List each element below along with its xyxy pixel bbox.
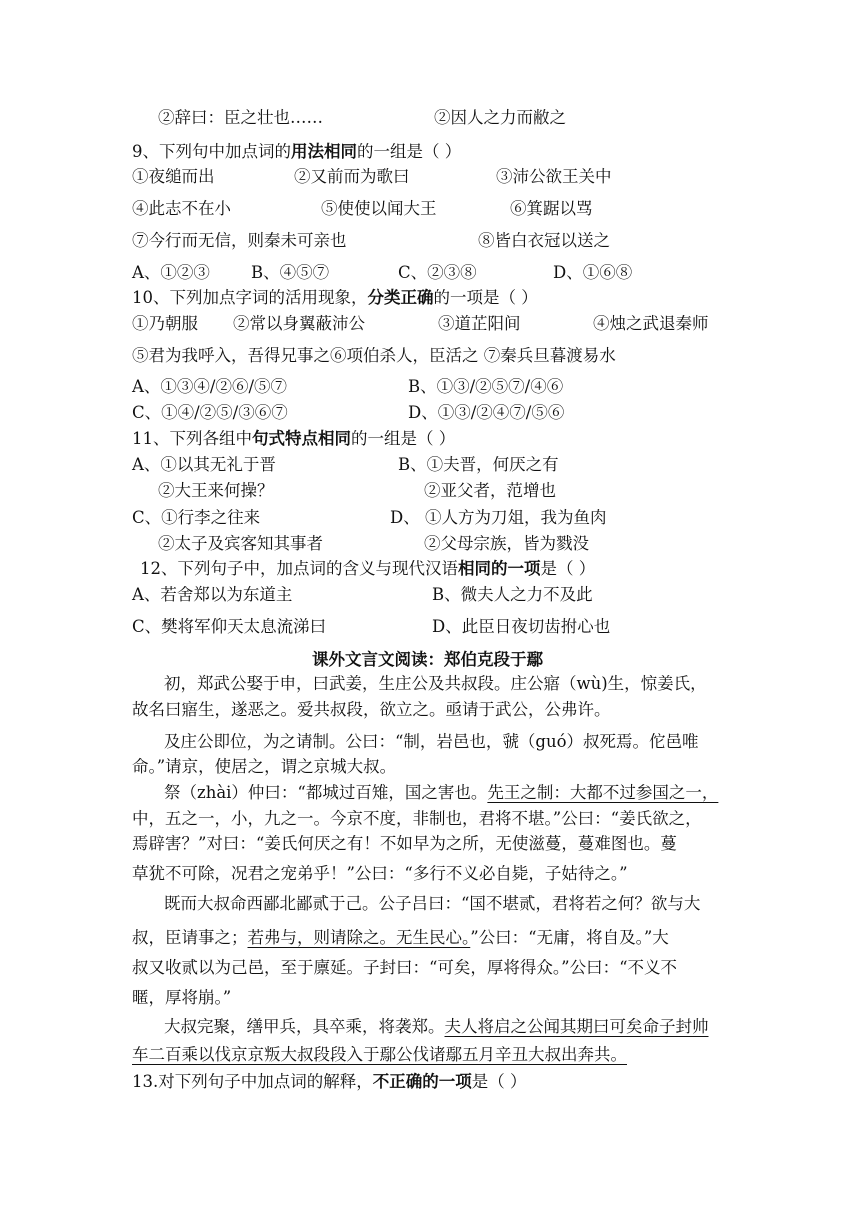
underlined-sentence: 若弗与，则请除之。无生民心。: [247, 928, 471, 947]
q9-answer-d: D、①⑥⑧: [553, 263, 633, 282]
passage-line: 初，郑武公娶于申，曰武姜，生庄公及共叔段。庄公寤（wù)生，惊姜氏，: [164, 674, 707, 693]
passage-line: 故名曰寤生，遂恶之。爱共叔段，欲立之。亟请于武公，公弗许。: [132, 700, 611, 719]
passage-line: 既而大叔命西鄙北鄙贰于己。公子吕曰：“国不堪贰，君将若之何？欲与大: [164, 894, 701, 913]
q10-answer-d: D、①③/②④⑦/⑤⑥: [408, 403, 565, 422]
q9-answer-b: B、④⑤⑦: [251, 263, 330, 282]
passage-line: 大叔完聚，缮甲兵，具卒乘，将袭郑。夫人将启之公闻其期曰可矣命子封帅: [164, 1017, 709, 1036]
q11-option-b2: ②亚父者，范增也: [424, 481, 556, 500]
q11-option-b1: B、①夫晋，何厌之有: [398, 455, 559, 474]
q8-option-4: ②因人之力而敝之: [434, 108, 566, 127]
q9-option: ⑧皆白衣冠以送之: [478, 231, 610, 250]
passage-line: 祭（zhài）仲曰：“都城过百雉，国之害也。先王之制：大都不过参国之一，: [164, 783, 719, 802]
q9-option: ②又前而为歌曰: [294, 167, 410, 186]
q9-option: ⑦今行而无信，则秦未可亲也: [132, 231, 347, 250]
q10-stem: 10、下列加点字词的活用现象，分类正确的一项是（ ）: [132, 288, 538, 307]
q12-option-b: B、微夫人之力不及此: [432, 585, 593, 604]
q12-stem: 12、下列句子中，加点词的含义与现代汉语相同的一项是（ ）: [140, 559, 596, 578]
q9-option: ③沛公欲王关中: [496, 167, 612, 186]
underlined-sentence: 先王之制：大都不过参国之一，: [487, 783, 719, 802]
q10-answer-a: A、①③④/②⑥/⑤⑦: [132, 377, 288, 396]
q9-stem: 9、下列句中加点词的用法相同的一组是（ ）: [132, 142, 462, 161]
q10-option: ③道芷阳间: [438, 314, 521, 333]
q11-option-d1: D、 ①人方为刀俎，我为鱼肉: [390, 508, 607, 527]
q11-option-d2: ②父母宗族，皆为戮没: [424, 534, 589, 553]
underlined-sentence: 车二百乘以伐京京叛大叔段段入于鄢公伐诸鄢五月辛丑大叔出奔共。: [132, 1045, 627, 1064]
q11-option-c2: ②太子及宾客知其事者: [158, 534, 323, 553]
q9-answer-a: A、①②③: [132, 263, 210, 282]
q9-option: ①夜缒而出: [132, 167, 215, 186]
passage-line: 命。”请京，使居之，谓之京城大叔。: [132, 757, 397, 776]
passage-line: 草犹不可除，况君之宠弟乎！”公曰：“多行不义必自毙，子姑待之。”: [132, 864, 628, 883]
q11-stem: 11、下列各组中句式特点相同的一组是（ ）: [132, 429, 456, 448]
q13-stem: 13.对下列句子中加点词的解释，不正确的一项是（ ）: [132, 1072, 527, 1091]
passage-line: 暱，厚将崩。”: [132, 988, 232, 1007]
q8-option-2: ②辞曰：臣之壮也……: [158, 108, 323, 127]
q12-option-a: A、若舍郑以为东道主: [132, 585, 293, 604]
q11-option-c1: C、①行李之往来: [132, 508, 261, 527]
passage-line: 叔又收贰以为己邑，至于廪延。子封曰：“可矣，厚将得众。”公曰：“不义不: [132, 958, 678, 977]
q10-answer-b: B、①③/②⑤⑦/④⑥: [408, 377, 564, 396]
passage-line: 中，五之一，小，九之一。今京不度，非制也，君将不堪。”公曰：“姜氏欲之，: [132, 809, 702, 828]
q9-option: ④此志不在小: [132, 199, 231, 218]
passage-line: 及庄公即位，为之请制。公曰：“制，岩邑也，虢（guó）叔死焉。佗邑唯: [164, 732, 699, 751]
q10-answer-c: C、①④/②⑤/③⑥⑦: [132, 403, 288, 422]
q10-option: ②常以身翼蔽沛公: [233, 314, 365, 333]
passage-title: 课外文言文阅读：郑伯克段于鄢: [312, 650, 543, 669]
q9-option: ⑥箕踞以骂: [510, 199, 593, 218]
q9-answer-c: C、②③⑧: [398, 263, 477, 282]
q11-option-a1: A、①以其无礼于晋: [132, 455, 276, 474]
q11-option-a2: ②大王来何操？: [158, 481, 274, 500]
q10-option: ④烛之武退秦师: [593, 314, 709, 333]
passage-line: 焉辟害？”对曰：“姜氏何厌之有！不如早为之所，无使滋蔓，蔓难图也。蔓: [132, 834, 677, 853]
q10-option: ⑤君为我呼入，吾得兄事之⑥项伯杀人，臣活之 ⑦秦兵旦暮渡易水: [132, 346, 616, 365]
q10-option: ①乃朝服: [132, 314, 198, 333]
underlined-sentence: 夫人将启之公闻其期曰可矣命子封帅: [444, 1017, 709, 1036]
passage-line: 叔，臣请事之；若弗与，则请除之。无生民心。”公曰：“无庸，将自及。”大: [132, 928, 669, 947]
q12-option-c: C、樊将军仰天太息流涕曰: [132, 617, 327, 636]
q9-option: ⑤使使以闻大王: [321, 199, 437, 218]
q12-option-d: D、此臣日夜切齿拊心也: [432, 617, 611, 636]
